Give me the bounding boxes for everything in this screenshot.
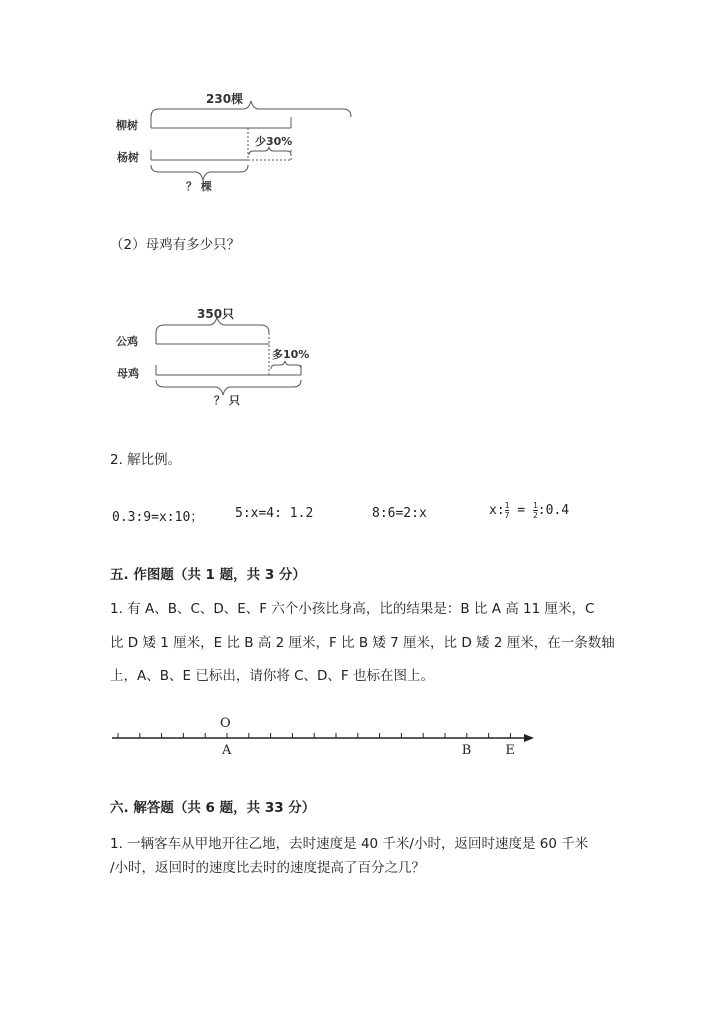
diagram2-question: ？ 只 [214, 394, 240, 407]
origin-label: O [220, 716, 231, 731]
section5-line3: 上，A、B、E 已标出，请你将 C、D、F 也标在图上。 [110, 668, 434, 684]
diagram2-row1: 公鸡 [116, 335, 138, 348]
ratio-eq3: 8:6=2:x [372, 506, 427, 521]
eq4-prefix: x: [489, 503, 505, 518]
question-2-label: （2）母鸡有多少只？ [110, 237, 241, 253]
number-line-arrow [524, 734, 534, 742]
point-label-e: E [505, 743, 515, 758]
eq4-equals: = [509, 503, 533, 518]
diagram2-diff: 多10% [272, 348, 310, 361]
fraction-1-2: $\frac{1}{2}$ [532, 501, 538, 520]
diagram2-row2: 母鸡 [117, 367, 139, 380]
point-label-b: B [461, 743, 472, 758]
section6-title: 六. 解答题（共 6 题，共 33 分） [110, 800, 316, 816]
section6-line2: /小时，返回时的速度比去时的速度提高了百分之几？ [110, 860, 426, 876]
diagram1-row2: 杨树 [117, 151, 139, 164]
section6-line1: 1. 一辆客车从甲地开往乙地，去时速度是 40 千米/小时，返回时速度是 60 千米 [110, 836, 589, 852]
section5-line1: 1. 有 A、B、C、D、E、F 六个小孩比身高，比的结果是：B 比 A 高 11 厘米，C [110, 601, 595, 617]
section5-title: 五. 作图题（共 1 题，共 3 分） [110, 567, 306, 583]
diagram1-question: ？ 棵 [186, 180, 212, 193]
diagram1-diff: 少30% [255, 135, 293, 148]
fraction-1-7: $\frac{1}{7}$ [504, 501, 510, 520]
ratio-eq2: 5:x=4: 1.2 [235, 506, 314, 521]
ratio-eq1: 0.3:9=x:10； [112, 510, 204, 525]
section5-line2: 比 D 矮 1 厘米，E 比 B 高 2 厘米，F 比 B 矮 7 厘米，比 D 矮 2 厘米，在一条数轴 [110, 635, 615, 651]
ratio-title: 2. 解比例。 [110, 452, 182, 468]
eq4-suffix: :0.4 [537, 503, 570, 518]
diagram1-row1: 柳树 [116, 119, 138, 132]
diagram1-total: 230棵 [206, 92, 244, 106]
diagram2-total: 350只 [197, 307, 235, 321]
point-label-a: A [222, 743, 232, 758]
